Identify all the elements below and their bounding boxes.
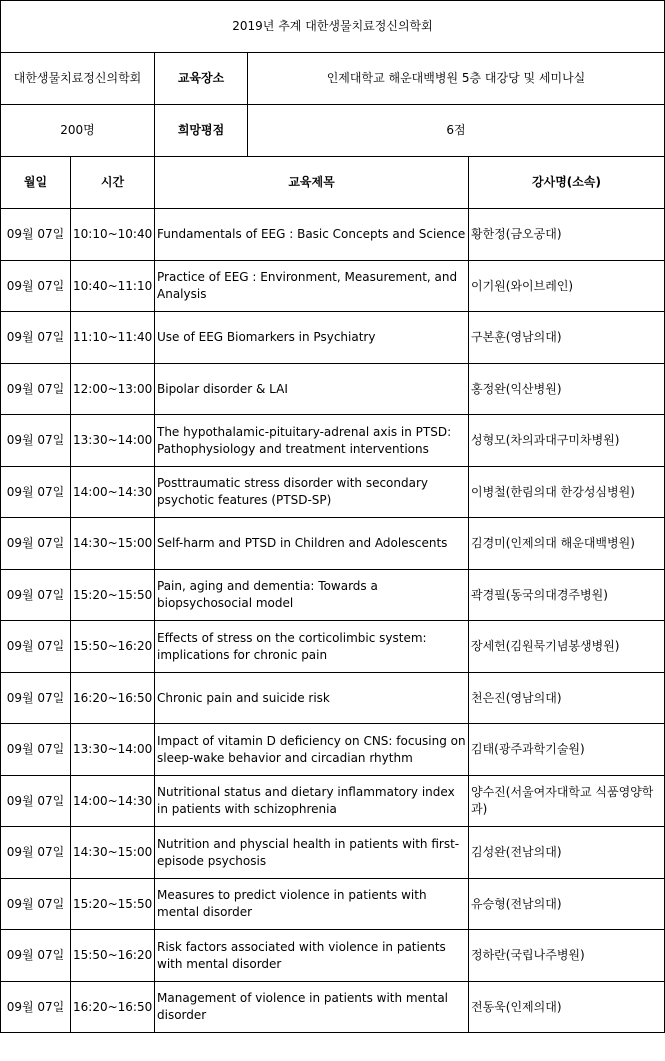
- table-row: [1, 879, 665, 930]
- session-speaker: 전동욱(인제의대): [469, 982, 665, 1033]
- session-speaker: 성형모(차의과대구미차병원): [469, 415, 665, 467]
- table-row: [1, 621, 665, 673]
- session-date: 09월 07일: [1, 518, 71, 570]
- session-speaker: 홍정완(익산병원): [469, 364, 665, 415]
- table-row: [1, 982, 665, 1033]
- session-topic: Effects of stress on the corticolimbic system: implications for chronic pain: [155, 621, 469, 673]
- session-date: 09월 07일: [1, 261, 71, 312]
- session-time: 10:40~11:10: [71, 261, 155, 312]
- session-date: 09월 07일: [1, 724, 71, 776]
- session-topic: Fundamentals of EEG : Basic Concepts and Science: [155, 209, 469, 261]
- session-time: 16:20~16:50: [71, 982, 155, 1033]
- session-date: 09월 07일: [1, 467, 71, 518]
- session-speaker: 김경미(인제의대 해운대백병원): [469, 518, 665, 570]
- session-date: 09월 07일: [1, 364, 71, 415]
- session-date: 09월 07일: [1, 827, 71, 879]
- session-topic: Measures to predict violence in patients with mental disorder: [155, 879, 469, 930]
- table-row: [1, 261, 665, 312]
- session-time: 10:10~10:40: [71, 209, 155, 261]
- table-row: [1, 776, 665, 827]
- speaker-header: 강사명(소속): [469, 157, 665, 209]
- session-speaker: 구본훈(영남의대): [469, 312, 665, 364]
- title-row: [1, 1, 665, 53]
- session-topic: Practice of EEG : Environment, Measurement, and Analysis: [155, 261, 469, 312]
- table-row: [1, 467, 665, 518]
- capacity-row: [1, 105, 665, 157]
- session-date: 09월 07일: [1, 930, 71, 982]
- table-row: [1, 930, 665, 982]
- session-topic: Impact of vitamin D deficiency on CNS: focusing on sleep-wake behavior and circadian rhythm: [155, 724, 469, 776]
- session-time: 16:20~16:50: [71, 673, 155, 724]
- capacity-value: 200명: [1, 105, 155, 157]
- session-speaker: 곽경필(동국의대경주병원): [469, 570, 665, 621]
- session-topic: Posttraumatic stress disorder with secondary psychotic features (PTSD-SP): [155, 467, 469, 518]
- table-row: [1, 724, 665, 776]
- session-date: 09월 07일: [1, 570, 71, 621]
- session-topic: Pain, aging and dementia: Towards a biopsychosocial model: [155, 570, 469, 621]
- table-row: [1, 827, 665, 879]
- session-time: 13:30~14:00: [71, 724, 155, 776]
- place-label: 교육장소: [155, 53, 248, 105]
- session-time: 11:10~11:40: [71, 312, 155, 364]
- session-topic: Self-harm and PTSD in Children and Adolescents: [155, 518, 469, 570]
- table-row: [1, 673, 665, 724]
- session-speaker: 장세헌(김원묵기념봉생병원): [469, 621, 665, 673]
- topic-header: 교육제목: [155, 157, 469, 209]
- table-row: [1, 415, 665, 467]
- session-date: 09월 07일: [1, 673, 71, 724]
- session-date: 09월 07일: [1, 879, 71, 930]
- session-topic: The hypothalamic-pituitary-adrenal axis in PTSD: Pathophysiology and treatment interventions: [155, 415, 469, 467]
- table-row: [1, 570, 665, 621]
- session-speaker: 김성완(전남의대): [469, 827, 665, 879]
- session-time: 14:00~14:30: [71, 776, 155, 827]
- session-topic: Use of EEG Biomarkers in Psychiatry: [155, 312, 469, 364]
- session-speaker: 유승형(전남의대): [469, 879, 665, 930]
- session-speaker: 황한정(금오공대): [469, 209, 665, 261]
- session-date: 09월 07일: [1, 312, 71, 364]
- time-header: 시간: [71, 157, 155, 209]
- session-topic: Nutritional status and dietary inflammatory index in patients with schizophrenia: [155, 776, 469, 827]
- session-topic: Management of violence in patients with mental disorder: [155, 982, 469, 1033]
- session-speaker: 이병철(한림의대 한강성심병원): [469, 467, 665, 518]
- credit-label: 희망평점: [155, 105, 248, 157]
- session-time: 14:00~14:30: [71, 467, 155, 518]
- session-speaker: 양수진(서울여자대학교 식품영양학과): [469, 776, 665, 827]
- table-row: [1, 209, 665, 261]
- session-date: 09월 07일: [1, 982, 71, 1033]
- session-time: 14:30~15:00: [71, 827, 155, 879]
- table-row: [1, 312, 665, 364]
- session-speaker: 김태(광주과학기술원): [469, 724, 665, 776]
- session-date: 09월 07일: [1, 621, 71, 673]
- date-header: 월일: [1, 157, 71, 209]
- place-value: 인제대학교 해운대백병원 5층 대강당 및 세미나실: [248, 53, 665, 105]
- header-row: [1, 157, 665, 209]
- session-time: 12:00~13:00: [71, 364, 155, 415]
- session-date: 09월 07일: [1, 209, 71, 261]
- credit-value: 6점: [248, 105, 665, 157]
- session-time: 14:30~15:00: [71, 518, 155, 570]
- session-topic: Nutrition and physcial health in patients with first-episode psychosis: [155, 827, 469, 879]
- session-speaker: 정하란(국립나주병원): [469, 930, 665, 982]
- session-date: 09월 07일: [1, 776, 71, 827]
- session-speaker: 천은진(영남의대): [469, 673, 665, 724]
- session-time: 15:50~16:20: [71, 621, 155, 673]
- session-date: 09월 07일: [1, 415, 71, 467]
- org-name: 대한생물치료정신의학회: [1, 53, 155, 105]
- table-row: [1, 364, 665, 415]
- session-speaker: 이기원(와이브레인): [469, 261, 665, 312]
- session-list: [1, 209, 665, 1033]
- session-time: 15:20~15:50: [71, 879, 155, 930]
- session-time: 15:50~16:20: [71, 930, 155, 982]
- session-topic: Risk factors associated with violence in patients with mental disorder: [155, 930, 469, 982]
- place-row: [1, 53, 665, 105]
- session-time: 15:20~15:50: [71, 570, 155, 621]
- session-topic: Chronic pain and suicide risk: [155, 673, 469, 724]
- page-title: 2019년 추계 대한생물치료정신의학회: [1, 1, 665, 53]
- session-topic: Bipolar disorder & LAI: [155, 364, 469, 415]
- table-row: [1, 518, 665, 570]
- session-time: 13:30~14:00: [71, 415, 155, 467]
